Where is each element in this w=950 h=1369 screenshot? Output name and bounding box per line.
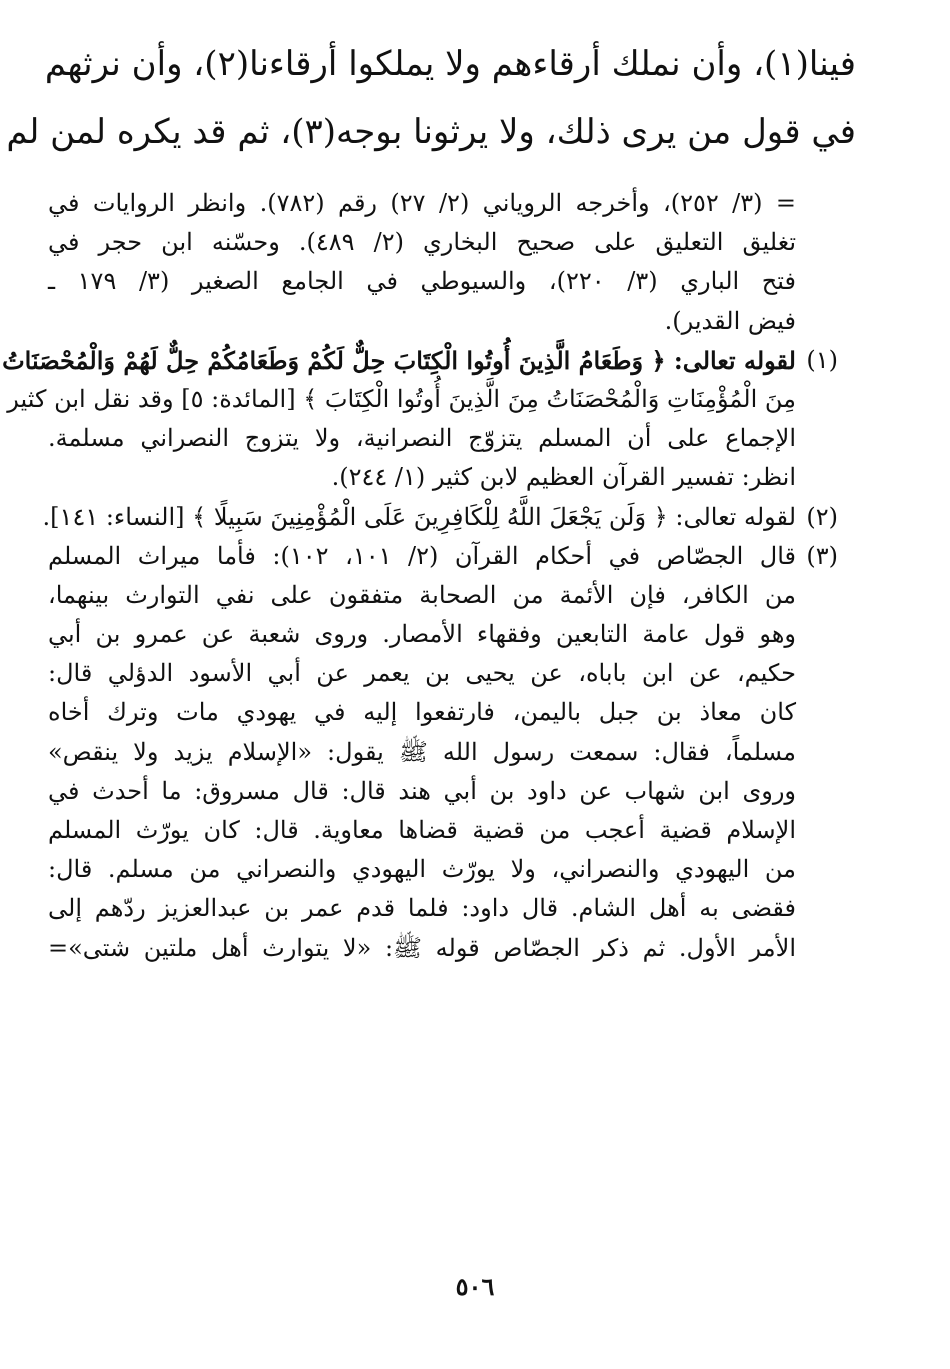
footnote-line: لقوله تعالى: ﴿ وَطَعَامُ الَّذِينَ أُوتُوا الْكِتَابَ حِلٌّ لَكُمْ وَطَعَامُكُمْ حِلٌّ لَهُمْ وَالْمُحْصَنَاتُ [2,345,796,375]
footnote-line: فقضى به أهل الشام. قال داود: فلما قدم عمر بن عبدالعزيز ردّهم إلى [48,894,796,923]
footnote-line: كان معاذ بن جبل باليمن، فارتفعوا إليه في يهودي مات وترك أخاه [48,698,796,727]
footnote-line: فيض القدير). [664,306,796,335]
footnote-marker: (٣) [806,541,838,570]
footnote-line: فتح الباري (٣/ ٢٢٠)، والسيوطي في الجامع الصغير (٣/ ١٧٩ ـ [48,267,797,296]
footnote-line: مسلماً، فقال: سمعت رسول الله ﷺ يقول: «الإسلام يزيد ولا ينقص» [48,737,796,766]
footnote-line: لقوله تعالى: ﴿ وَلَن يَجْعَلَ اللَّهُ لِلْكَافِرِينَ عَلَى الْمُؤْمِنِينَ سَبِيلًا ﴾ [النساء: ١٤١]. [42,502,796,531]
footnote-marker: (١) [806,345,838,374]
footnote-continuation [48,184,838,341]
footnote-line: مِنَ الْمُؤْمِنَاتِ وَالْمُحْصَنَاتُ مِنَ الَّذِينَ أُوتُوا الْكِتَابَ ﴾ [المائدة: ٥] وقد نقل ابن كثير [7,384,796,413]
footnote-line: وروى ابن شهاب عن داود بن أبي هند قال: قال مسروق: ما أحدث في [48,776,796,805]
footnote-line: قال الجصّاص في أحكام القرآن (٢/ ١٠١، ١٠٢): فأما ميراث المسلم [48,541,797,570]
main-text-line: في قول من يرى ذلك، ولا يرثونا بوجه(٣)، ثم قد يكره لمن لم [6,112,856,152]
page-number: ٥٠٦ [455,1272,495,1301]
footnote-1 [2,341,838,498]
footnote-line: من الكافر، فإن الأئمة من الصحابة متفقون على نفي التوارث بينهما، [48,580,796,609]
footnote-2 [42,498,838,537]
footnote-line: الأمر الأول. ثم ذكر الجصّاص قوله ﷺ: «لا يتوارث أهل ملتين شتى»= [48,933,796,962]
footnote-marker: (٢) [806,502,838,531]
footnote-line: = (٣/ ٢٥٢)، وأخرجه الروياني (٢/ ٢٧) رقم (٧٨٢). وانظر الروايات في [48,189,797,217]
footnote-line: حكيم، عن ابن باباه، عن يحيى بن يعمر عن أبي الأسود الدؤلي قال: [48,659,796,688]
footnote-line: الإجماع على أن المسلم يتزوّج النصرانية، ولا يتزوج النصراني مسلمة. [48,424,796,453]
footnote-line: وهو قول عامة التابعين وفقهاء الأمصار. وروى شعبة عن عمرو بن أبي [48,620,797,649]
footnote-line: من اليهودي والنصراني، ولا يورّث اليهودي والنصراني من مسلم. قال: [48,855,796,884]
footnote-3 [48,537,838,968]
footnote-line: انظر: تفسير القرآن العظيم لابن كثير (١/ ٢٤٤). [331,463,796,492]
footnotes-section [2,184,838,968]
footnote-line: الإسلام قضية أعجب من قضية قضاها معاوية. قال: كان يورّث المسلم [48,816,796,844]
main-text [6,30,856,166]
main-text-line: فينا(١)، وأن نملك أرقاءهم ولا يملكوا أرقاءنا(٢)، وأن نرثهم [44,44,856,84]
footnote-line: تغليق التعليق على صحيح البخاري (٢/ ٤٨٩). وحسّنه ابن حجر في [48,228,796,257]
